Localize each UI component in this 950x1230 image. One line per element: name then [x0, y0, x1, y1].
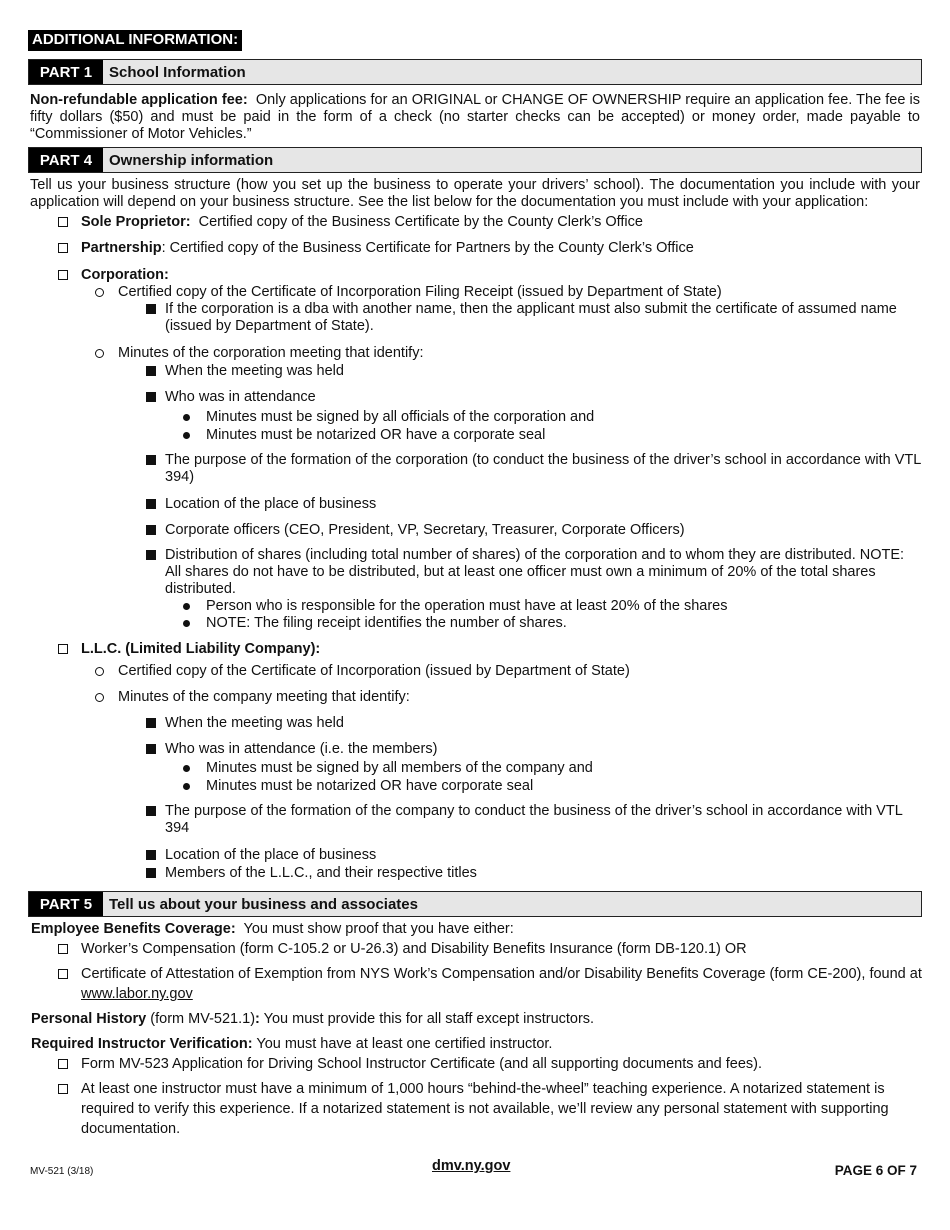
llc-cert-text: Certified copy of the Certificate of Incorporation (issued by Department of State)	[118, 663, 630, 679]
llc-when-item	[28, 715, 922, 732]
ebc-option-1-checkbox[interactable]	[58, 944, 68, 954]
corp-minutes-item	[28, 345, 922, 362]
instructor-verification-label: Required Instructor Verification:	[31, 1036, 253, 1052]
dot-bullet-icon	[183, 783, 190, 790]
part1-title: School Information	[109, 63, 246, 81]
instructor-verification-paragraph	[31, 1036, 920, 1053]
dot-bullet-icon	[183, 432, 190, 439]
corp-shares-item	[28, 547, 922, 598]
personal-history-text: You must provide this for all staff except instructors.	[263, 1011, 595, 1027]
llc-signed-text: Minutes must be signed by all members of the company and	[206, 760, 593, 776]
corp-purpose-text: The purpose of the formation of the corporation (to conduct the business of the driver’s school in accordance with VTL 394)	[165, 452, 921, 485]
dot-bullet-icon	[183, 765, 190, 772]
part4-number: PART 4	[29, 148, 103, 172]
riv-option-2-checkbox[interactable]	[58, 1084, 68, 1094]
form-page	[28, 30, 922, 1139]
corp-officers-text: Corporate officers (CEO, President, VP, Secretary, Treasurer, Corporate Officers)	[165, 522, 685, 538]
corp-notarized-text: Minutes must be notarized OR have a corporate seal	[206, 427, 546, 443]
llc-purpose-text: The purpose of the formation of the company to conduct the business of the driver’s school in accordance with VTL 394	[165, 803, 903, 836]
corp-person-text: Person who is responsible for the operation must have at least 20% of the shares	[206, 598, 728, 614]
square-bullet-icon	[146, 499, 156, 509]
corp-notarized-item	[28, 427, 922, 444]
riv-option-2-text: At least one instructor must have a minimum of 1,000 hours “behind-the-wheel” teaching experience. A notarized statement is required to verify this experience. If a notarized statement is not available, we’ll review any personal statement with supporting documentation.	[81, 1081, 889, 1137]
dot-bullet-icon	[183, 620, 190, 627]
personal-history-label: Personal History	[31, 1011, 147, 1027]
partnership-text: : Certified copy of the Business Certificate for Partners by the County Clerk’s Office	[161, 240, 694, 256]
square-bullet-icon	[146, 455, 156, 465]
square-bullet-icon	[146, 868, 156, 878]
llc-members-text: Members of the L.L.C., and their respective titles	[165, 865, 477, 881]
llc-signed-item	[28, 760, 922, 777]
fee-paragraph	[30, 92, 920, 143]
part4-header	[28, 147, 922, 173]
llc-members-item	[28, 865, 922, 882]
sole-proprietor-checkbox[interactable]	[58, 217, 68, 227]
corp-signed-text: Minutes must be signed by all officials of the corporation and	[206, 409, 595, 425]
employee-benefits-paragraph	[31, 921, 920, 938]
instructor-verification-text: You must have at least one certified instructor.	[256, 1036, 553, 1052]
riv-option-1	[28, 1056, 922, 1073]
llc-notarized-text: Minutes must be notarized OR have corporate seal	[206, 778, 534, 794]
llc-checkbox[interactable]	[58, 644, 68, 654]
corp-dba-text: If the corporation is a dba with another name, then the applicant must also submit the certificate of assumed name (issued by Department of State).	[165, 301, 897, 334]
riv-option-1-checkbox[interactable]	[58, 1059, 68, 1069]
llc-item	[28, 641, 922, 658]
corp-when-item	[28, 363, 922, 380]
square-bullet-icon	[146, 718, 156, 728]
riv-option-1-text: Form MV-523 Application for Driving School Instructor Certificate (and all supporting documents and fees).	[81, 1056, 763, 1072]
corp-note-item	[28, 615, 922, 632]
page-number: PAGE 6 OF 7	[834, 1163, 917, 1178]
ebc-option-1-text: Worker’s Compensation (form C-105.2 or U-26.3) and Disability Benefits Insurance (form DB-120.1) OR	[81, 941, 747, 957]
employee-benefits-text: You must show proof that you have either:	[243, 921, 514, 937]
sole-proprietor-text: Certified copy of the Business Certificate by the County Clerk’s Office	[198, 214, 643, 230]
riv-option-2	[28, 1079, 922, 1139]
corp-dba-item	[28, 301, 922, 335]
llc-who-item	[28, 741, 922, 758]
ebc-option-1	[28, 941, 922, 958]
personal-history-form: (form MV-521.1)	[150, 1011, 256, 1027]
employee-benefits-label: Employee Benefits Coverage:	[31, 921, 236, 937]
ebc-option-2-checkbox[interactable]	[58, 969, 68, 979]
personal-history-colon: :	[255, 1011, 260, 1027]
part1-header	[28, 59, 922, 85]
dot-bullet-icon	[183, 414, 190, 421]
corp-purpose-item	[28, 452, 922, 486]
ownership-intro: Tell us your business structure (how you set up the business to operate your drivers’ school). The documentation you include with your application will depend on your business structure. See the list below for the documentation you must include with your application:	[30, 177, 920, 210]
llc-who-text: Who was in attendance (i.e. the members)	[165, 741, 438, 757]
llc-location-item	[28, 847, 922, 864]
llc-label: L.L.C. (Limited Liability Company):	[81, 641, 321, 657]
sole-proprietor-item	[28, 214, 922, 231]
corp-who-text: Who was in attendance	[165, 389, 316, 405]
corp-location-item	[28, 496, 922, 513]
square-bullet-icon	[146, 806, 156, 816]
partnership-checkbox[interactable]	[58, 243, 68, 253]
corporation-item	[28, 267, 922, 284]
square-bullet-icon	[146, 525, 156, 535]
corp-location-text: Location of the place of business	[165, 496, 377, 512]
corp-note-text: NOTE: The filing receipt identifies the number of shares.	[206, 615, 567, 631]
square-bullet-icon	[146, 392, 156, 402]
fee-text: Only applications for an ORIGINAL or CHANGE OF OWNERSHIP require an application fee. The fee is fifty dollars ($50) and must be paid in the form of a check (no starter checks can be accepted) or money order, made payable to “Commissioner of Motor Vehicles.”	[30, 92, 921, 142]
dot-bullet-icon	[183, 603, 190, 610]
llc-minutes-text: Minutes of the company meeting that identify:	[118, 689, 410, 705]
ebc-option-2	[28, 964, 922, 1004]
part1-number: PART 1	[29, 60, 103, 84]
corp-cert-text: Certified copy of the Certificate of Incorporation Filing Receipt (issued by Department of State)	[118, 284, 722, 300]
hollow-bullet-icon	[95, 288, 104, 297]
llc-location-text: Location of the place of business	[165, 847, 377, 863]
corp-person-item	[28, 598, 922, 615]
part5-header	[28, 891, 922, 917]
corp-when-text: When the meeting was held	[165, 363, 344, 379]
llc-notarized-item	[28, 778, 922, 795]
llc-minutes-item	[28, 689, 922, 706]
ebc-option-2-text: Certificate of Attestation of Exemption from NYS Work’s Compensation and/or Disability Benefits Coverage (form CE-200), found at	[81, 966, 922, 982]
llc-when-text: When the meeting was held	[165, 715, 344, 731]
corp-officers-item	[28, 522, 922, 539]
hollow-bullet-icon	[95, 349, 104, 358]
additional-information-label: ADDITIONAL INFORMATION:	[28, 30, 242, 51]
corporation-label: Corporation:	[81, 267, 169, 283]
part4-title: Ownership information	[109, 151, 274, 169]
square-bullet-icon	[146, 850, 156, 860]
form-id: MV-521 (3/18)	[30, 1166, 94, 1177]
part5-number: PART 5	[29, 892, 103, 916]
square-bullet-icon	[146, 366, 156, 376]
partnership-label: Partnership	[81, 240, 162, 256]
fee-label: Non-refundable application fee:	[30, 92, 248, 108]
corporation-checkbox[interactable]	[58, 270, 68, 280]
labor-link[interactable]: www.labor.ny.gov	[81, 986, 193, 1002]
llc-purpose-item	[28, 803, 922, 837]
square-bullet-icon	[146, 304, 156, 314]
dmv-website-link[interactable]: dmv.ny.gov	[432, 1158, 511, 1174]
corp-shares-text: Distribution of shares (including total number of shares) of the corporation and to whom they are distributed. NOTE: All shares do not have to be distributed, but at least one officer must own a minimum of 20% of the total shares distributed.	[165, 547, 905, 597]
square-bullet-icon	[146, 744, 156, 754]
corp-signed-item	[28, 409, 922, 426]
corp-minutes-text: Minutes of the corporation meeting that identify:	[118, 345, 424, 361]
part5-title: Tell us about your business and associates	[109, 895, 418, 913]
square-bullet-icon	[146, 550, 156, 560]
partnership-item	[28, 240, 922, 257]
sole-proprietor-label: Sole Proprietor:	[81, 214, 191, 230]
corp-who-item	[28, 389, 922, 406]
hollow-bullet-icon	[95, 667, 104, 676]
personal-history-paragraph	[31, 1011, 920, 1028]
hollow-bullet-icon	[95, 693, 104, 702]
llc-cert-item	[28, 663, 922, 680]
corp-cert-item	[28, 284, 922, 301]
